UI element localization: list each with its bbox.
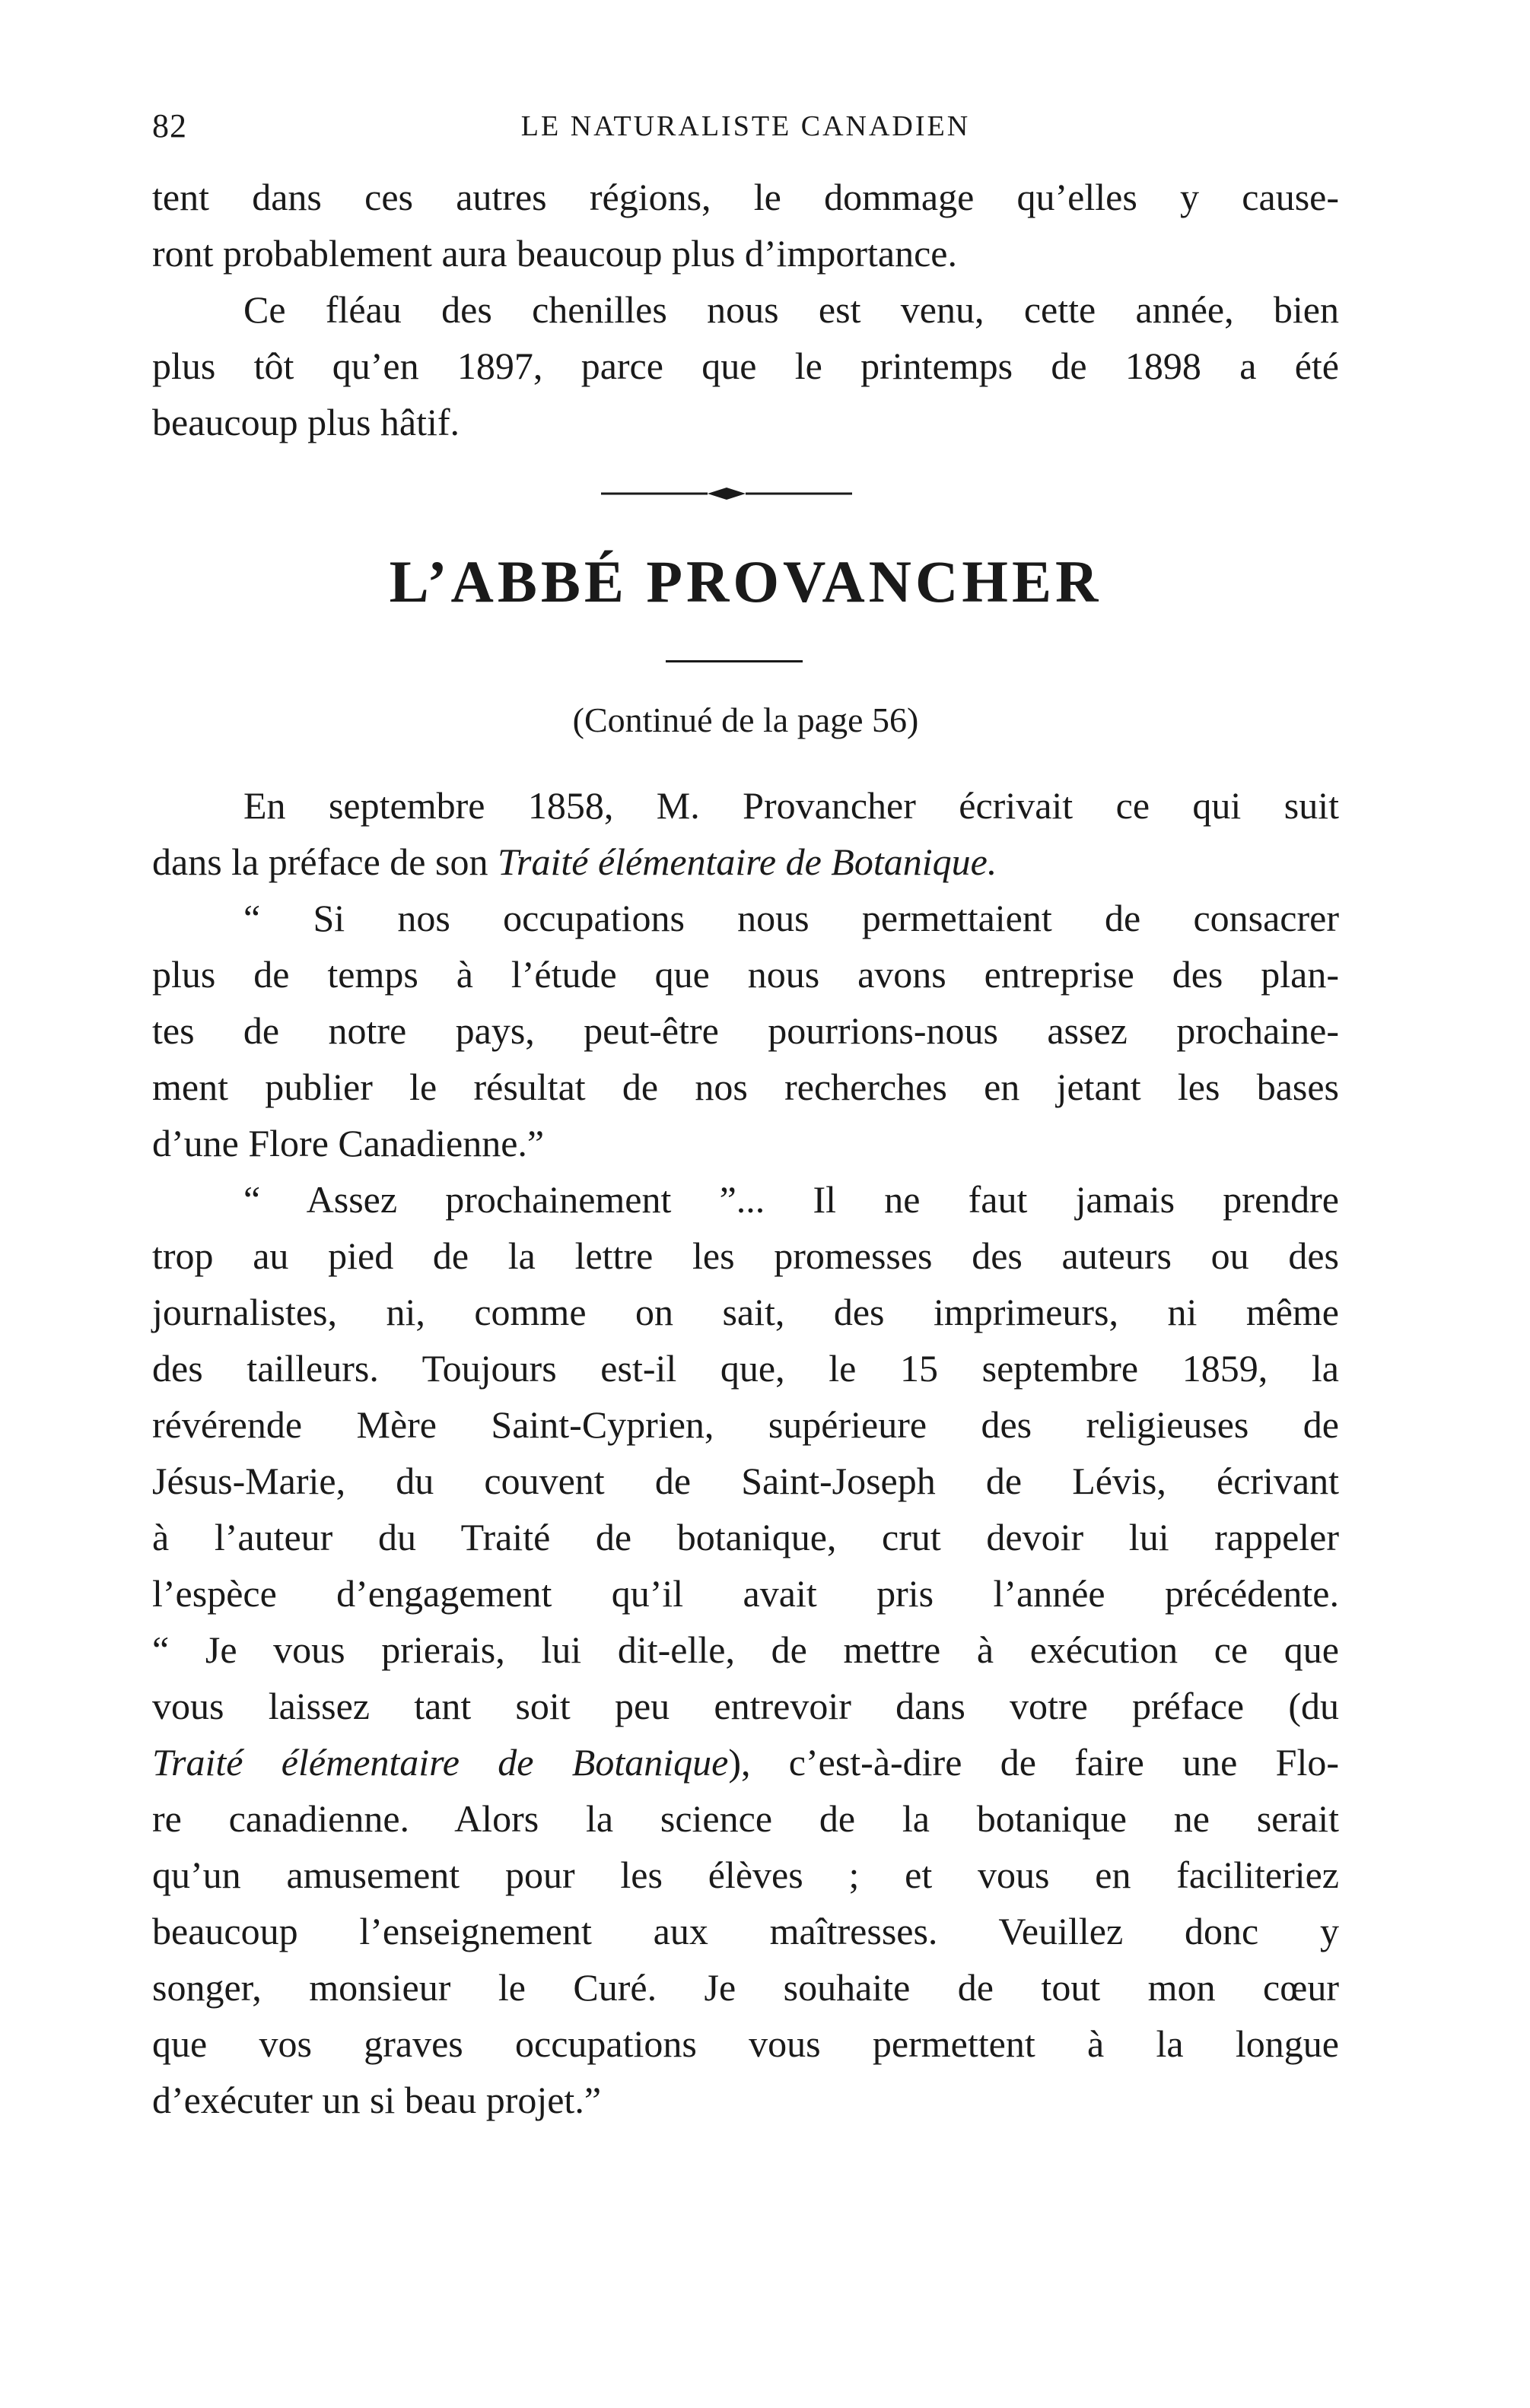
body-line: tes de notre pays, peut-être pourrions-nous assez prochaine- <box>152 1009 1339 1052</box>
body-line: trop au pied de la lettre les promesses des auteurs ou des <box>152 1234 1339 1277</box>
section-divider-ornament <box>601 482 852 505</box>
body-line: beaucoup l’enseignement aux maîtresses. Veuillez donc y <box>152 1910 1339 1952</box>
body-line: “ Je vous prierais, lui dit-elle, de mettre à exécution ce que <box>152 1628 1339 1671</box>
running-title: LE NATURALISTE CANADIEN <box>520 110 971 142</box>
page-number: 82 <box>152 107 187 145</box>
body-line: “ Assez prochainement ”... Il ne faut jamais prendre <box>243 1178 1339 1221</box>
body-line: l’espèce d’engagement qu’il avait pris l’année précédente. <box>152 1572 1339 1615</box>
body-line: qu’un amusement pour les élèves ; et vous en faciliteriez <box>152 1854 1339 1896</box>
body-text: dans la préface de son <box>152 840 498 883</box>
body-line: ment publier le résultat de nos recherches en jetant les bases <box>152 1066 1339 1108</box>
intro-line: Ce fléau des chenilles nous est venu, cette année, bien <box>243 288 1339 331</box>
body-line: que vos graves occupations vous permettent à la longue <box>152 2022 1339 2065</box>
body-line: journalistes, ni, comme on sait, des imprimeurs, ni même <box>152 1291 1339 1333</box>
body-line: plus de temps à l’étude que nous avons entreprise des plan- <box>152 953 1339 996</box>
body-line <box>152 834 1339 890</box>
body-line: révérende Mère Saint-Cyprien, supérieure des religieuses de <box>152 1403 1339 1446</box>
intro-line: ront probablement aura beaucoup plus d’importance. <box>152 232 957 275</box>
body-line: re canadienne. Alors la science de la botanique ne serait <box>152 1797 1339 1840</box>
title-rule <box>666 660 803 662</box>
body-line: à l’auteur du Traité de botanique, crut devoir lui rappeler <box>152 1516 1339 1558</box>
body-line: En septembre 1858, M. Provancher écrivait ce qui suit <box>243 784 1339 827</box>
book-title: Traité élémentaire de Botanique <box>152 1741 729 1784</box>
body-text: ), c’est-à-dire de faire une Flo- <box>728 1741 1339 1784</box>
intro-line: plus tôt qu’en 1897, parce que le printemps de 1898 a été <box>152 345 1339 387</box>
body-line: “ Si nos occupations nous permettaient de consacrer <box>243 897 1339 939</box>
book-title: Traité élémentaire de Botanique. <box>497 840 997 883</box>
intro-line: beaucoup plus hâtif. <box>152 401 460 443</box>
article-title: L’ABBÉ PROVANCHER <box>389 548 1102 615</box>
intro-line: tent dans ces autres régions, le dommage qu’elles y cause- <box>152 176 1339 218</box>
body-line <box>152 1734 1339 1790</box>
continued-note: (Continué de la page 56) <box>572 700 919 739</box>
body-line: des tailleurs. Toujours est-il que, le 15 septembre 1859, la <box>152 1347 1339 1390</box>
body-line: songer, monsieur le Curé. Je souhaite de tout mon cœur <box>152 1966 1339 2009</box>
page-header <box>152 106 1339 152</box>
body-line: vous laissez tant soit peu entrevoir dans votre préface (du <box>152 1685 1339 1727</box>
body-line: d’exécuter un si beau projet.” <box>152 2079 602 2121</box>
body-line: Jésus-Marie, du couvent de Saint-Joseph de Lévis, écrivant <box>152 1460 1339 1502</box>
body-line: d’une Flore Canadienne.” <box>152 1122 545 1164</box>
